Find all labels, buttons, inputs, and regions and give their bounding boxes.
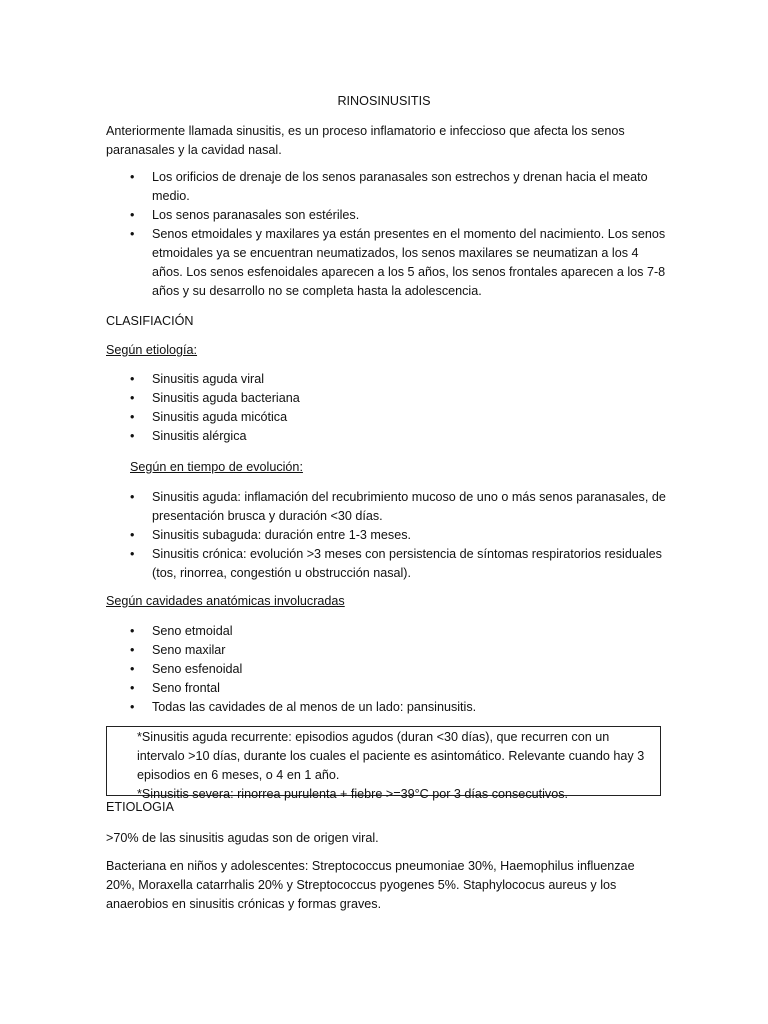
bullet-icon: • xyxy=(130,624,135,638)
subheading-evolucion: Según en tiempo de evolución: xyxy=(130,460,303,474)
bullet-icon: • xyxy=(130,547,135,561)
list-item: • Sinusitis aguda: inflamación del recubrimiento mucoso de uno o más senos paranasales, de presentación brusca y duración <30 días. xyxy=(130,490,666,523)
bullet-icon: • xyxy=(130,227,135,241)
list-item: • Seno maxilar xyxy=(130,641,666,660)
bullet-icon: • xyxy=(130,391,135,405)
list-item: • Seno frontal xyxy=(130,679,666,698)
list-item: • Los orificios de drenaje de los senos paranasales son estrechos y drenan hacia el meato medio. xyxy=(130,170,648,203)
list-item: • Todas las cavidades de al menos de un lado: pansinusitis. xyxy=(130,698,666,717)
list-item: • Seno etmoidal xyxy=(130,622,666,641)
bullet-icon: • xyxy=(130,681,135,695)
bullet-icon: • xyxy=(130,208,135,222)
note-line: episodios en 6 meses, o 4 en 1 año. xyxy=(137,768,340,782)
bullet-icon: • xyxy=(130,662,135,676)
viral-paragraph: >70% de las sinusitis agudas son de origen viral. xyxy=(106,831,379,845)
bullet-icon: • xyxy=(130,528,135,542)
bullet-icon: • xyxy=(130,372,135,386)
list-item: • Los senos paranasales son estériles. xyxy=(130,206,666,225)
list-item: • Seno esfenoidal xyxy=(130,660,666,679)
subheading-etiologia: Según etiología: xyxy=(106,343,198,357)
note-line: *Sinusitis severa: rinorrea purulenta + fiebre >=39°C por 3 días consecutivos. xyxy=(137,787,569,801)
section-heading-etiologia: ETIOLOGIA xyxy=(106,800,174,814)
intro-paragraph: Anteriormente llamada sinusitis, es un proceso inflamatorio e infeccioso que afecta los senos paranasales y la cavidad nasal. xyxy=(106,124,625,157)
bullet-icon: • xyxy=(130,429,135,443)
list-item: • Sinusitis crónica: evolución >3 meses con persistencia de síntomas respiratorios residuales (tos, rinorrea, congestión u obstrucción nasal). xyxy=(130,547,662,580)
bullet-icon: • xyxy=(130,490,135,504)
facts-list xyxy=(130,168,666,301)
list-item: • Sinusitis aguda viral xyxy=(130,370,666,389)
list-item: • Sinusitis alérgica xyxy=(130,427,666,446)
evolucion-list xyxy=(130,488,666,583)
cavidades-list xyxy=(130,622,666,717)
list-item: • Sinusitis aguda micótica xyxy=(130,408,666,427)
note-line: *Sinusitis aguda recurrente: episodios agudos (duran <30 días), que recurren con un xyxy=(137,730,610,744)
list-item: • Sinusitis subaguda: duración entre 1-3 meses. xyxy=(130,526,666,545)
note-line: intervalo >10 días, durante los cuales el paciente es asintomático. Relevante cuando hay 3 xyxy=(137,749,645,763)
list-item: • Sinusitis aguda bacteriana xyxy=(130,389,666,408)
note-box xyxy=(106,726,661,801)
bacteriana-paragraph: Bacteriana en niños y adolescentes: Streptococcus pneumoniae 30%, Haemophilus influenzae 20%, Moraxella catarrhalis 20% y Streptococcus pyogenes 5%. Staphylococus aureus y los anaerobios en sinusitis crónicas y formas graves. xyxy=(106,859,635,911)
bullet-icon: • xyxy=(130,643,135,657)
section-heading-clasificacion: CLASIFIACIÓN xyxy=(106,314,194,328)
etiologia-list xyxy=(130,370,666,446)
subheading-cavidades: Según cavidades anatómicas involucradas xyxy=(106,594,345,608)
list-item: • Senos etmoidales y maxilares ya están presentes en el momento del nacimiento. Los senos etmoidales ya se encuentran neumatizados, los senos maxilares se neumatizan a los 4 años. Los senos esfenoidales aparecen a los 5 años, los senos frontales aparecen a los 7-8 años y su desarrollo no se completa hasta la adolescencia. xyxy=(130,227,666,298)
bullet-icon: • xyxy=(130,700,135,714)
bullet-icon: • xyxy=(130,170,135,184)
bullet-icon: • xyxy=(130,410,135,424)
document-title: RINOSINUSITIS xyxy=(337,94,431,108)
